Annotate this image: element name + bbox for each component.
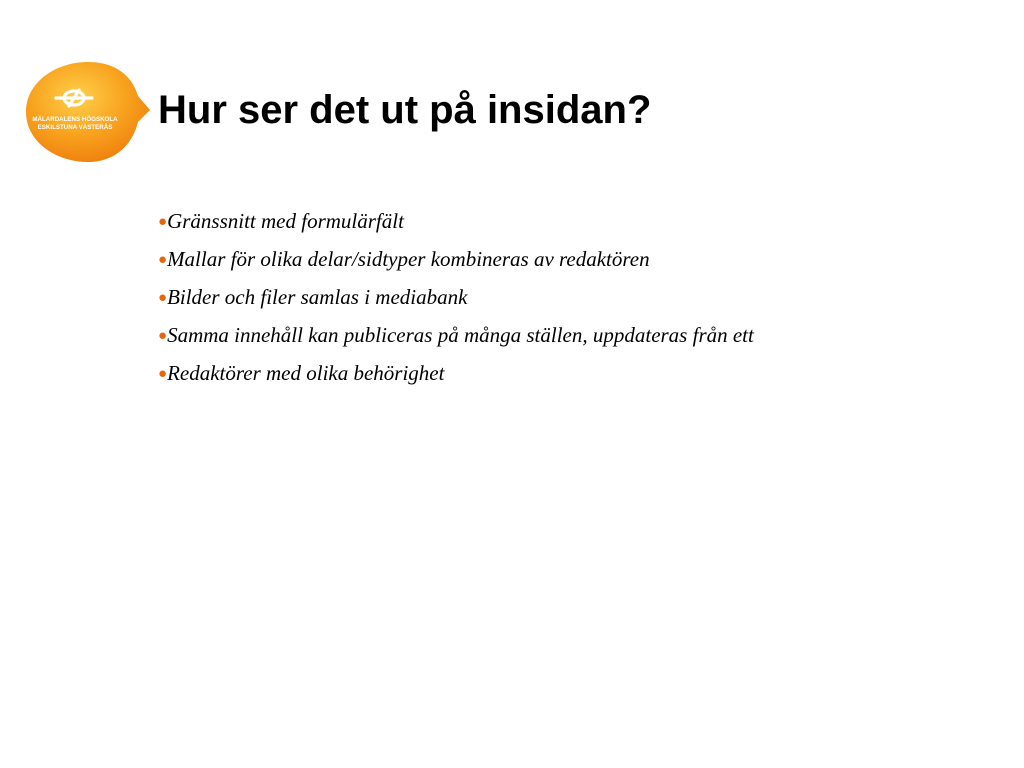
bullet-dot-icon: ● (158, 252, 168, 268)
bullet-item (158, 359, 798, 388)
bullet-text: Samma innehåll kan publiceras på många ställen, uppdateras från ett (167, 323, 754, 347)
logo-text-line2: ESKILSTUNA VÄSTERÅS (37, 124, 113, 131)
bullet-dot-icon: ● (158, 214, 168, 230)
bullet-item (158, 207, 798, 236)
logo-text-line1: MÄLARDALENS HÖGSKOLA (32, 116, 118, 123)
bullet-text: Gränssnitt med formulärfält (167, 209, 404, 233)
bullet-dot-icon: ● (158, 290, 168, 306)
bullet-text: Mallar för olika delar/sidtyper kombineras av redaktören (167, 247, 650, 271)
bullet-dot-icon: ● (158, 366, 168, 382)
bullet-dot-icon: ● (158, 328, 168, 344)
logo-badge-shape (26, 62, 150, 162)
bullet-list (158, 207, 878, 397)
bullet-item (158, 321, 798, 350)
bullet-text: Bilder och filer samlas i mediabank (167, 285, 468, 309)
slide-title: Hur ser det ut på insidan? (158, 88, 652, 132)
bullet-text: Redaktörer med olika behörighet (167, 361, 445, 385)
bullet-item (158, 283, 798, 312)
university-logo (22, 58, 150, 166)
bullet-item (158, 245, 798, 274)
